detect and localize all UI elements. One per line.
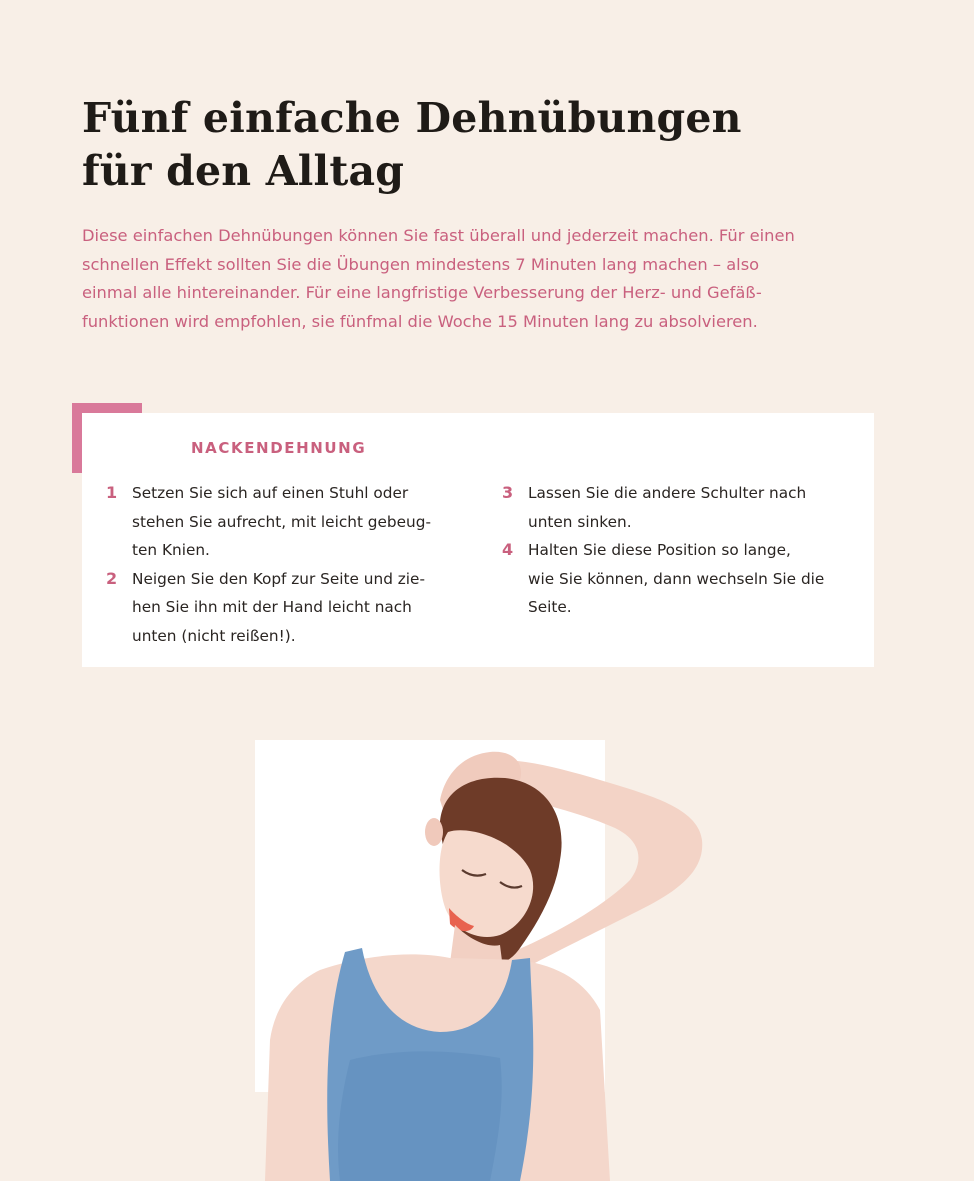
step-item [106,479,466,565]
step-text [528,479,862,536]
title-line-1: Fünf einfache Dehnübungen [82,94,742,142]
step-line: Neigen Sie den Kopf zur Seite und zie- [132,569,425,588]
page-title [82,92,842,198]
ear [425,818,443,846]
step-line: Halten Sie diese Position so lange, [528,541,791,559]
step-text [132,565,466,651]
neck-stretch-illustration [0,720,974,1181]
steps-column-left [106,479,466,650]
intro-line: einmal alle hintereinander. Für eine langfristige Verbesserung der Herz- und Gefäß- [82,283,762,303]
step-number: 2 [106,568,118,588]
exercise-card [82,413,874,667]
step-line: ten Knien. [132,541,210,559]
step-line: unten sinken. [528,512,632,531]
corner-accent-horizontal [72,403,142,413]
step-item [106,565,466,651]
intro-line: Diese einfachen Dehnübungen können Sie fast überall und jederzeit machen. Für einen [82,226,795,245]
step-line: Lassen Sie die andere Schulter nach [528,484,807,502]
step-text [132,479,466,565]
tank-top-shade [338,1051,502,1181]
step-item [502,479,862,536]
corner-accent-vertical [72,403,82,473]
step-line: stehen Sie aufrecht, mit leicht gebeug- [132,512,431,531]
step-line: unten (nicht reißen!). [132,626,296,645]
steps-column-right [502,479,862,622]
intro-paragraph [82,222,882,337]
step-line: wie Sie können, dann wechseln Sie die [528,569,825,588]
step-line: hen Sie ihn mit der Hand leicht nach [132,598,412,616]
intro-line: schnellen Effekt sollten Sie die Übungen mindestens 7 Minuten lang machen – also [82,254,760,274]
step-number: 3 [502,483,514,502]
step-number: 4 [502,540,514,559]
step-line: Setzen Sie sich auf einen Stuhl oder [132,484,409,502]
intro-line: funktionen wird empfohlen, sie fünfmal die Woche 15 Minuten lang zu absolvieren. [82,312,758,332]
step-item [502,536,862,622]
title-line-2: für den Alltag [82,147,405,195]
step-number: 1 [106,483,118,502]
step-line: Seite. [528,598,572,616]
step-text [528,536,862,622]
exercise-title: NACKENDEHNUNG [191,439,367,457]
